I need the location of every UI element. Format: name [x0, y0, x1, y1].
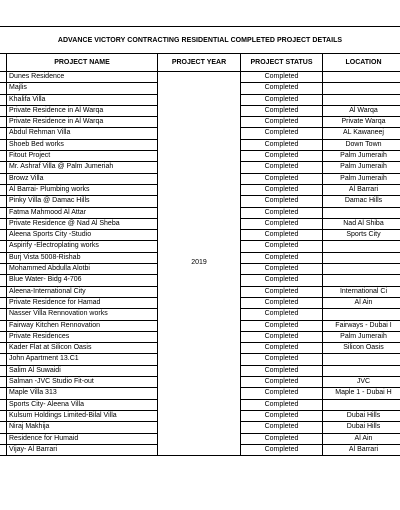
- project-name-cell: Mr. Ashraf Villa @ Palm Jumeriah: [7, 162, 158, 173]
- location-cell: Al Ain: [323, 297, 400, 308]
- location-cell: [323, 309, 400, 320]
- location-cell: [323, 365, 400, 376]
- project-name-cell: Burj Vista 5008-Rishab: [7, 252, 158, 263]
- header-row: [0, 54, 400, 72]
- project-status-cell: Completed: [241, 444, 323, 455]
- location-cell: JVC: [323, 377, 400, 388]
- location-cell: [323, 399, 400, 410]
- project-status-cell: Completed: [241, 105, 323, 116]
- location-cell: Al Warqa: [323, 105, 400, 116]
- project-name-cell: Private Residence in Al Warqa: [7, 117, 158, 128]
- project-status-cell: Completed: [241, 365, 323, 376]
- project-status-cell: Completed: [241, 320, 323, 331]
- location-cell: Palm Jumeraih: [323, 162, 400, 173]
- location-cell: Sports City: [323, 230, 400, 241]
- location-cell: Palm Jumeraih: [323, 151, 400, 162]
- project-name-cell: Blue Water- Bidg 4-706: [7, 275, 158, 286]
- location-cell: International Ci: [323, 286, 400, 297]
- project-status-cell: Completed: [241, 297, 323, 308]
- project-status-cell: Completed: [241, 264, 323, 275]
- project-status-cell: Completed: [241, 343, 323, 354]
- location-cell: Maple 1 - Dubai H: [323, 388, 400, 399]
- project-name-cell: Aleena-International City: [7, 286, 158, 297]
- project-name-cell: Private Residence in Al Warqa: [7, 105, 158, 116]
- project-status-cell: Completed: [241, 433, 323, 444]
- header-project-status: PROJECT STATUS: [241, 54, 323, 72]
- project-name-cell: Fatma Mahmood Al Attar: [7, 207, 158, 218]
- project-status-cell: Completed: [241, 241, 323, 252]
- project-status-cell: Completed: [241, 151, 323, 162]
- project-status-cell: Completed: [241, 218, 323, 229]
- location-cell: [323, 207, 400, 218]
- project-name-cell: Salim Al Suwaidi: [7, 365, 158, 376]
- location-cell: Al Barrari: [323, 444, 400, 455]
- project-name-cell: Aspirify -Electroplating works: [7, 241, 158, 252]
- project-status-cell: Completed: [241, 94, 323, 105]
- location-cell: Damac Hills: [323, 196, 400, 207]
- project-name-cell: Kulsum Holdings Limited-Bilal Villa: [7, 410, 158, 421]
- project-name-cell: Browz Villa: [7, 173, 158, 184]
- project-name-cell: Vijay- Al Barrari: [7, 444, 158, 455]
- location-cell: Fairways - Dubai I: [323, 320, 400, 331]
- project-status-cell: Completed: [241, 388, 323, 399]
- project-status-cell: Completed: [241, 331, 323, 342]
- project-status-cell: Completed: [241, 399, 323, 410]
- location-cell: Private Warqa: [323, 117, 400, 128]
- location-cell: AL Kawaneej: [323, 128, 400, 139]
- location-cell: [323, 275, 400, 286]
- location-cell: [323, 354, 400, 365]
- project-status-cell: Completed: [241, 83, 323, 94]
- project-name-cell: Dunes Residence: [7, 72, 158, 83]
- project-status-cell: Completed: [241, 139, 323, 150]
- project-name-cell: Kader Flat at Silicon Oasis: [7, 343, 158, 354]
- location-cell: [323, 241, 400, 252]
- project-status-cell: Completed: [241, 422, 323, 433]
- header-location: LOCATION: [323, 54, 400, 72]
- project-name-cell: Al Barrai- Plumbing works: [7, 184, 158, 195]
- project-status-cell: Completed: [241, 128, 323, 139]
- location-cell: Al Barrari: [323, 184, 400, 195]
- project-name-cell: Aleena Sports City -Studio: [7, 230, 158, 241]
- project-name-cell: Private Residence @ Nad Al Sheba: [7, 218, 158, 229]
- project-status-cell: Completed: [241, 275, 323, 286]
- project-name-cell: Majlis: [7, 83, 158, 94]
- header-project-name: PROJECT NAME: [7, 54, 158, 72]
- location-cell: [323, 94, 400, 105]
- location-cell: Silicon Oasis: [323, 343, 400, 354]
- location-cell: Al Ain: [323, 433, 400, 444]
- project-name-cell: Nasser Villa Rennovation works: [7, 309, 158, 320]
- project-status-cell: Completed: [241, 377, 323, 388]
- project-name-cell: Salman -JVC Studio Fit-out: [7, 377, 158, 388]
- location-cell: [323, 72, 400, 83]
- table-row: [0, 72, 400, 83]
- project-name-cell: Fairway Kitchen Rennovation: [7, 320, 158, 331]
- top-rule: [0, 26, 400, 27]
- project-status-cell: Completed: [241, 72, 323, 83]
- project-status-cell: Completed: [241, 410, 323, 421]
- table-body: [0, 72, 400, 456]
- project-name-cell: Fitout Project: [7, 151, 158, 162]
- project-status-cell: Completed: [241, 173, 323, 184]
- location-cell: Nad Al Shiba: [323, 218, 400, 229]
- project-status-cell: Completed: [241, 309, 323, 320]
- project-name-cell: Khalifa Villa: [7, 94, 158, 105]
- project-name-cell: Mohammed Abdulla Alotbi: [7, 264, 158, 275]
- location-cell: [323, 83, 400, 94]
- sheet-title: ADVANCE VICTORY CONTRACTING RESIDENTIAL COMPLETED PROJECT DETAILS: [57, 37, 343, 44]
- project-name-cell: Private Residence for Hamad: [7, 297, 158, 308]
- project-status-cell: Completed: [241, 354, 323, 365]
- location-cell: Dubai Hills: [323, 410, 400, 421]
- project-name-cell: John Apartment 13.C1: [7, 354, 158, 365]
- project-status-cell: Completed: [241, 196, 323, 207]
- project-name-cell: Niraj Makhija: [7, 422, 158, 433]
- project-name-cell: Shoeb Bed works: [7, 139, 158, 150]
- projects-table: [0, 53, 400, 456]
- location-cell: Palm Jumeraih: [323, 173, 400, 184]
- location-cell: [323, 264, 400, 275]
- location-cell: Palm Jumeraih: [323, 331, 400, 342]
- project-year-cell: 2019: [158, 72, 241, 456]
- project-name-cell: Residence for Humaid: [7, 433, 158, 444]
- project-name-cell: Abdul Rehman Villa: [7, 128, 158, 139]
- project-name-cell: Pinky Villa @ Damac Hills: [7, 196, 158, 207]
- project-status-cell: Completed: [241, 207, 323, 218]
- project-status-cell: Completed: [241, 117, 323, 128]
- location-cell: [323, 252, 400, 263]
- project-status-cell: Completed: [241, 252, 323, 263]
- location-cell: Down Town: [323, 139, 400, 150]
- project-status-cell: Completed: [241, 286, 323, 297]
- project-status-cell: Completed: [241, 162, 323, 173]
- project-status-cell: Completed: [241, 184, 323, 195]
- project-name-cell: Maple Villa 313: [7, 388, 158, 399]
- project-name-cell: Private Residences: [7, 331, 158, 342]
- header-project-year: PROJECT YEAR: [158, 54, 241, 72]
- project-name-cell: Sports City- Aleena Villa: [7, 399, 158, 410]
- location-cell: Dubai Hills: [323, 422, 400, 433]
- project-status-cell: Completed: [241, 230, 323, 241]
